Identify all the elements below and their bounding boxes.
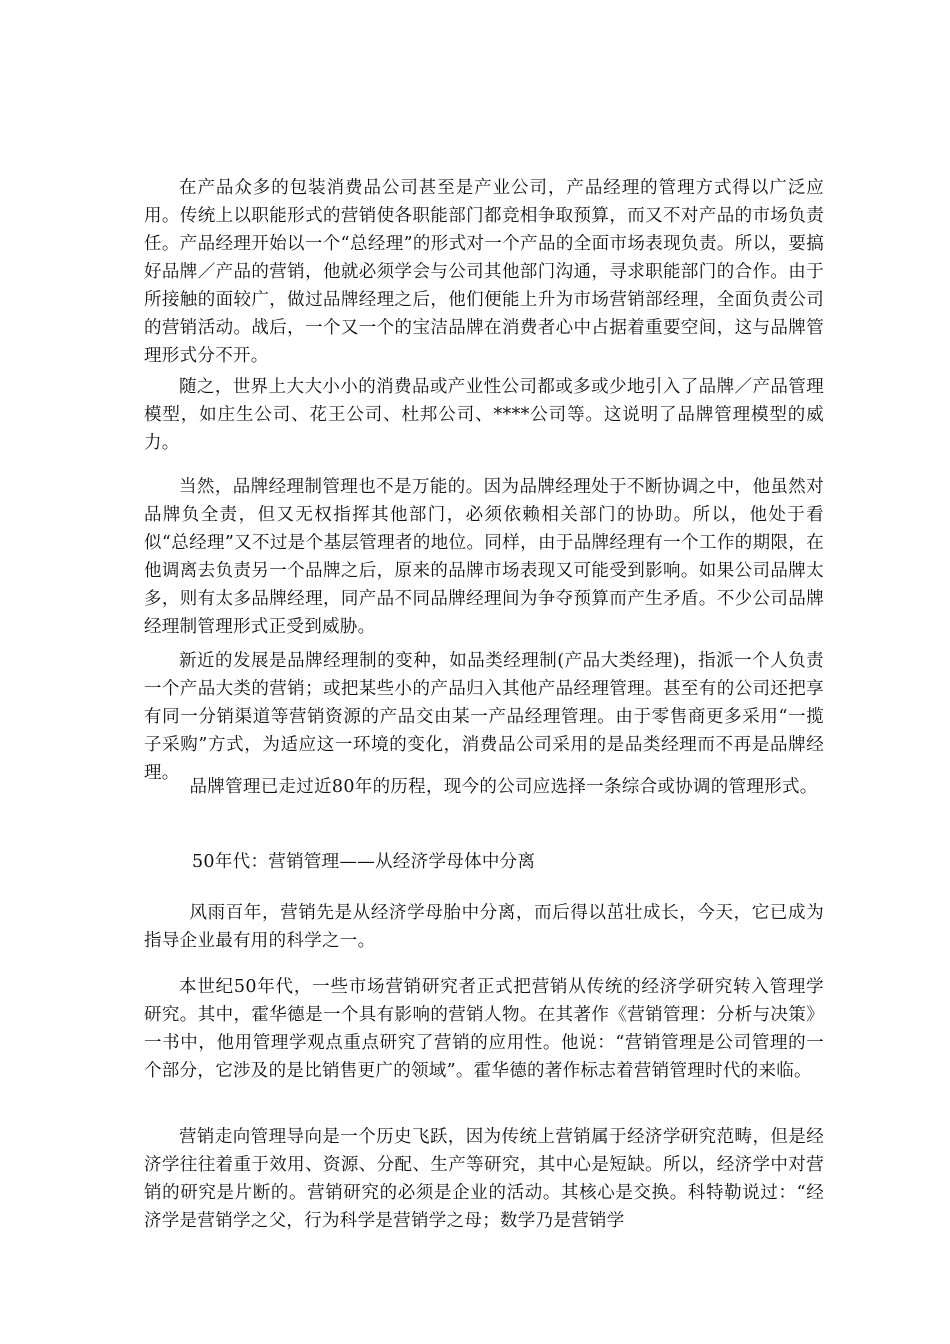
paragraph-category-manager: 新近的发展是品牌经理制的变种，如品类经理制(产品大类经理)，指派一个人负责一个产品大类的营销；或把某些小的产品归入其他产品经理管理。甚至有的公司还把享有同一分销渠道等营销资源的产品交由某一产品经理管理。由于零售商更多采用“一揽子采购”方式，为适应这一环境的变化，消费品公司采用的是品类经理而不再是品牌经理。 <box>144 651 824 783</box>
paragraph-brand-model-adoption: 随之，世界上大大小小的消费品或产业性公司都或多或少地引入了品牌／产品管理模型，如庄生公司、花王公司、杜邦公司、****公司等。这说明了品牌管理模型的威力。 <box>144 377 824 453</box>
paragraph-product-manager: 在产品众多的包装消费品公司甚至是产业公司，产品经理的管理方式得以广泛应用。传统上以职能形式的营销使各职能部门都竞相争取预算，而又不对产品的市场负责任。产品经理开始以一个“总经理”的形式对一个产品的全面市场表现负责。所以，要搞好品牌／产品的营销，他就必须学会与公司其他部门沟通，寻求职能部门的合作。由于所接触的面较广，做过品牌经理之后，他们便能上升为市场营销部经理，全面负责公司的营销活动。战后，一个又一个的宝洁品牌在消费者心中占据着重要空间，这与品牌管理形式分不开。 <box>144 178 824 366</box>
paragraph-marketing-century: 风雨百年，营销先是从经济学母胎中分离，而后得以茁壮成长，今天，它已成为指导企业最有用的科学之一。 <box>144 903 824 951</box>
paragraph-management-orientation: 营销走向管理导向是一个历史飞跃，因为传统上营销属于经济学研究范畴，但是经济学往往着重于效用、资源、分配、生产等研究，其中心是短缺。所以，经济学中对营销的研究是片断的。营销研究的必须是企业的活动。其核心是交换。科特勒说过：“经济学是营销学之父，行为科学是营销学之母；数学乃是营销学 <box>144 1127 824 1231</box>
paragraph-brand-history: 品牌管理已走过近80年的历程，现今的公司应选择一条综合或协调的管理形式。 <box>189 777 818 797</box>
paragraph-brand-manager-limits: 当然，品牌经理制管理也不是万能的。因为品牌经理处于不断协调之中，他虽然对品牌负全责，但又无权指挥其他部门，必须依赖相关部门的协助。所以，他处于看似“总经理”又不过是个基层管理者的地位。同样，由于品牌经理有一个工作的期限，在他调离去负责另一个品牌之后，原来的品牌市场表现又可能受到影响。如果公司品牌太多，则有太多品牌经理，同产品不同品牌经理间为争夺预算而产生矛盾。不少公司品牌经理制管理形式正受到威胁。 <box>144 477 824 637</box>
paragraph-howard: 本世纪50年代，一些市场营销研究者正式把营销从传统的经济学研究转入管理学研究。其中，霍华德是一个具有影响的营销人物。在其著作《营销管理：分析与决策》一书中，他用管理学观点重点研究了营销的应用性。他说：“营销管理是公司管理的一个部分，它涉及的是比销售更广的领域”。霍华德的著作标志着营销管理时代的来临。 <box>144 977 824 1081</box>
section-heading-1950s: 50年代：营销管理——从经济学母体中分离 <box>192 852 536 872</box>
